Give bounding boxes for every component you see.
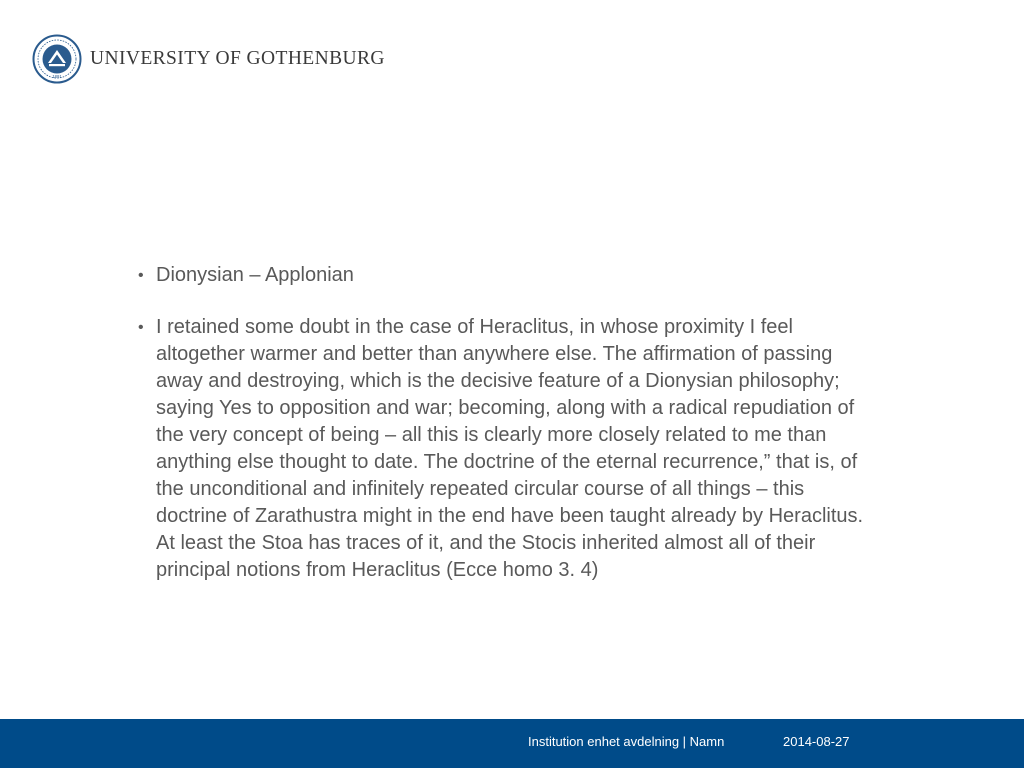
bullet-marker: •	[138, 319, 144, 336]
university-logo	[32, 34, 385, 84]
footer-bar	[0, 719, 1024, 768]
bullet-item	[138, 314, 878, 584]
seal-year: 1891	[52, 74, 62, 80]
footer-date: 2014-08-27	[783, 734, 850, 749]
bullet-text: Dionysian – Applonian	[156, 264, 354, 286]
footer-info: Institution enhet avdelning | Namn	[528, 734, 725, 749]
content-bullet-list	[138, 262, 878, 584]
university-name: UNIVERSITY OF GOTHENBURG	[90, 48, 385, 69]
bullet-marker: •	[138, 267, 144, 284]
bullet-text: I retained some doubt in the case of Heraclitus, in whose proximity I feel altogether warmer and better than anywhere else. The affirmation of passing away and destroying, which is the decisive feature of a Dionysian philosophy; saying Yes to opposition and war; becoming, along with a radical repudiation of the very concept of being – all this is clearly more closely related to me than anything else thought to date. The doctrine of the eternal recurrence,” that is, of the unconditional and infinitely repeated circular course of all things – this doctrine of Zarathustra might in the end have been taught already by Heraclitus. At least the Stoa has traces of it, and the Stocis inherited almost all of their principal notions from Heraclitus (Ecce homo 3. 4)	[156, 316, 864, 581]
bullet-item	[138, 262, 878, 289]
university-seal-icon	[32, 34, 82, 84]
